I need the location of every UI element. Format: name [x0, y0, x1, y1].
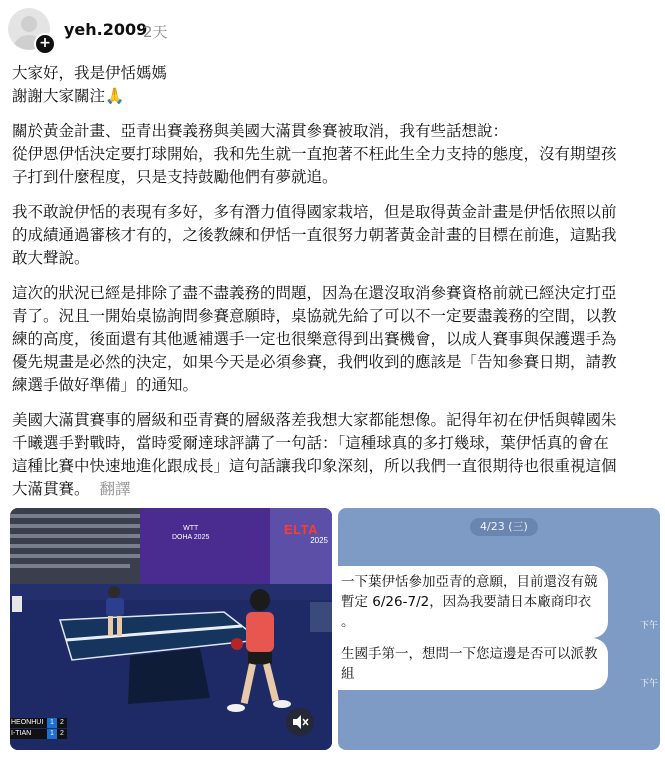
text-line: 這種比賽中快速地進化跟成長」這句話讓我印象深刻，所以我們一直很期待也很重視這個 — [12, 457, 617, 475]
chat-date-label: 4/23 (三) — [470, 518, 538, 536]
far-player-head-shape — [108, 586, 120, 598]
paragraph-4 — [12, 282, 662, 397]
text-line: 大家好，我是伊恬媽媽 — [12, 64, 168, 82]
chat-screenshot-image[interactable] — [338, 508, 660, 750]
translate-link[interactable]: 翻譯 — [99, 480, 131, 498]
follow-button[interactable]: + — [34, 33, 56, 55]
text-line: 優先規畫是必然的決定，如果今天是必須參賽，我們收到的應該是「告知參賽日期，請教 — [12, 353, 617, 371]
paragraph-3 — [12, 201, 662, 270]
chat-text-line: 組 — [341, 666, 355, 682]
far-player-body-shape — [106, 598, 124, 616]
paragraph-5 — [12, 409, 662, 501]
near-player-shirt-shape — [246, 612, 274, 652]
chat-text-line: 暫定 6/26-7/2，因為我要請日本廠商印衣 — [341, 594, 592, 610]
video-thumbnail[interactable] — [10, 508, 332, 750]
chat-text-line: 。 — [341, 614, 355, 630]
ad-boards-shape — [10, 584, 332, 600]
player-name: HEONHUI — [10, 718, 47, 728]
text-line: 這次的狀況已經是排除了盡不盡義務的問題，因為在還沒取消參賽資格前就已經決定打亞 — [12, 284, 617, 302]
text-line: 美國大滿貫賽事的層級和亞青賽的層級落差我想大家都能想像。記得年初在伊恬與韓國朱 — [12, 411, 617, 429]
text-line: 千曦選手對戰時，當時愛爾達球評講了一句話：「這種球真的多打幾球，葉伊恬真的會在 — [12, 434, 609, 452]
text-line: 我不敢說伊恬的表現有多好，多有潛力值得國家栽培，但是取得黃金計畫是伊恬依照以前 — [12, 203, 617, 221]
towel-box-shape — [12, 596, 22, 612]
near-player-shorts-shape — [248, 652, 272, 664]
table-base-shape — [128, 648, 210, 704]
broadcast-year: 2025 — [310, 536, 328, 545]
mute-button[interactable] — [286, 708, 314, 736]
text-line-content: 大滿貫賽。 — [12, 480, 90, 498]
shoe-shape — [273, 700, 291, 708]
text-line — [12, 478, 662, 501]
event-logo-line: WTT — [183, 525, 199, 532]
text-line: 關於黃金計畫、亞青出賽義務與美國大滿貫參賽被取消，我有些話想說： — [12, 122, 509, 140]
umpire-table-shape — [310, 602, 332, 632]
match-scene — [10, 508, 332, 750]
text-line: 練的高度，後面還有其他遞補選手一定也很樂意得到出賽機會，以成人賽事與保護選手為 — [12, 330, 617, 348]
chat-time: 下午 — [639, 621, 658, 631]
text-line: 青了。況且一開始桌協詢問參賽意願時，桌協就先給了可以不一定要盡義務的空間，以教 — [12, 307, 617, 325]
paragraph-2 — [12, 120, 662, 189]
event-logo — [172, 524, 209, 542]
post-timestamp: 2天 — [143, 23, 168, 41]
points-score: 2 — [57, 718, 67, 728]
chat-time: 下午 — [639, 679, 658, 689]
text-line: 練選手做好準備」的通知。 — [12, 376, 199, 394]
text-line: 子打到什麼程度，只是支持鼓勵他們有夢就追。 — [12, 168, 338, 186]
scoreboard-row — [10, 718, 67, 728]
speaker-muted-icon — [286, 708, 314, 736]
text-line: 從伊恩伊恬決定要打球開始，我和先生就一直抱著不枉此生全力支持的態度，沒有期望孩 — [12, 145, 617, 163]
scoreboard — [10, 718, 67, 739]
far-player-leg-shape — [108, 616, 113, 636]
chat-bubble — [338, 566, 608, 638]
near-player-head-shape — [250, 589, 270, 611]
username[interactable]: yeh.2009 — [64, 20, 148, 39]
post-text — [12, 62, 662, 513]
event-logo-line: DOHA 2025 — [172, 534, 210, 541]
chat-text-line: 一下葉伊恬參加亞青的意願，目前還沒有競 — [341, 574, 598, 590]
shoe-shape — [227, 704, 245, 712]
games-score: 1 — [47, 729, 57, 739]
scoreboard-row — [10, 729, 67, 739]
text-line: 敢大聲說。 — [12, 249, 90, 267]
chat-text-line: 生國手第一，想問一下您這邊是否可以派教 — [341, 646, 598, 662]
text-line: 的成績通過審核才有的，之後教練和伊恬一直很努力朝著黃金計畫的目標在前進，這點我 — [12, 226, 617, 244]
far-player-leg-shape — [117, 616, 122, 636]
paragraph-1 — [12, 62, 662, 108]
broadcaster-logo: ELTA — [283, 522, 318, 537]
avatar-head-shape — [21, 16, 37, 32]
points-score: 2 — [57, 729, 67, 739]
text-line: 謝謝大家關注🙏 — [12, 87, 125, 105]
paddle-shape — [231, 638, 243, 650]
player-name: I-TIAN — [10, 729, 47, 739]
backdrop-accent-shape — [270, 508, 332, 590]
games-score: 1 — [47, 718, 57, 728]
chat-bubble — [338, 638, 608, 690]
